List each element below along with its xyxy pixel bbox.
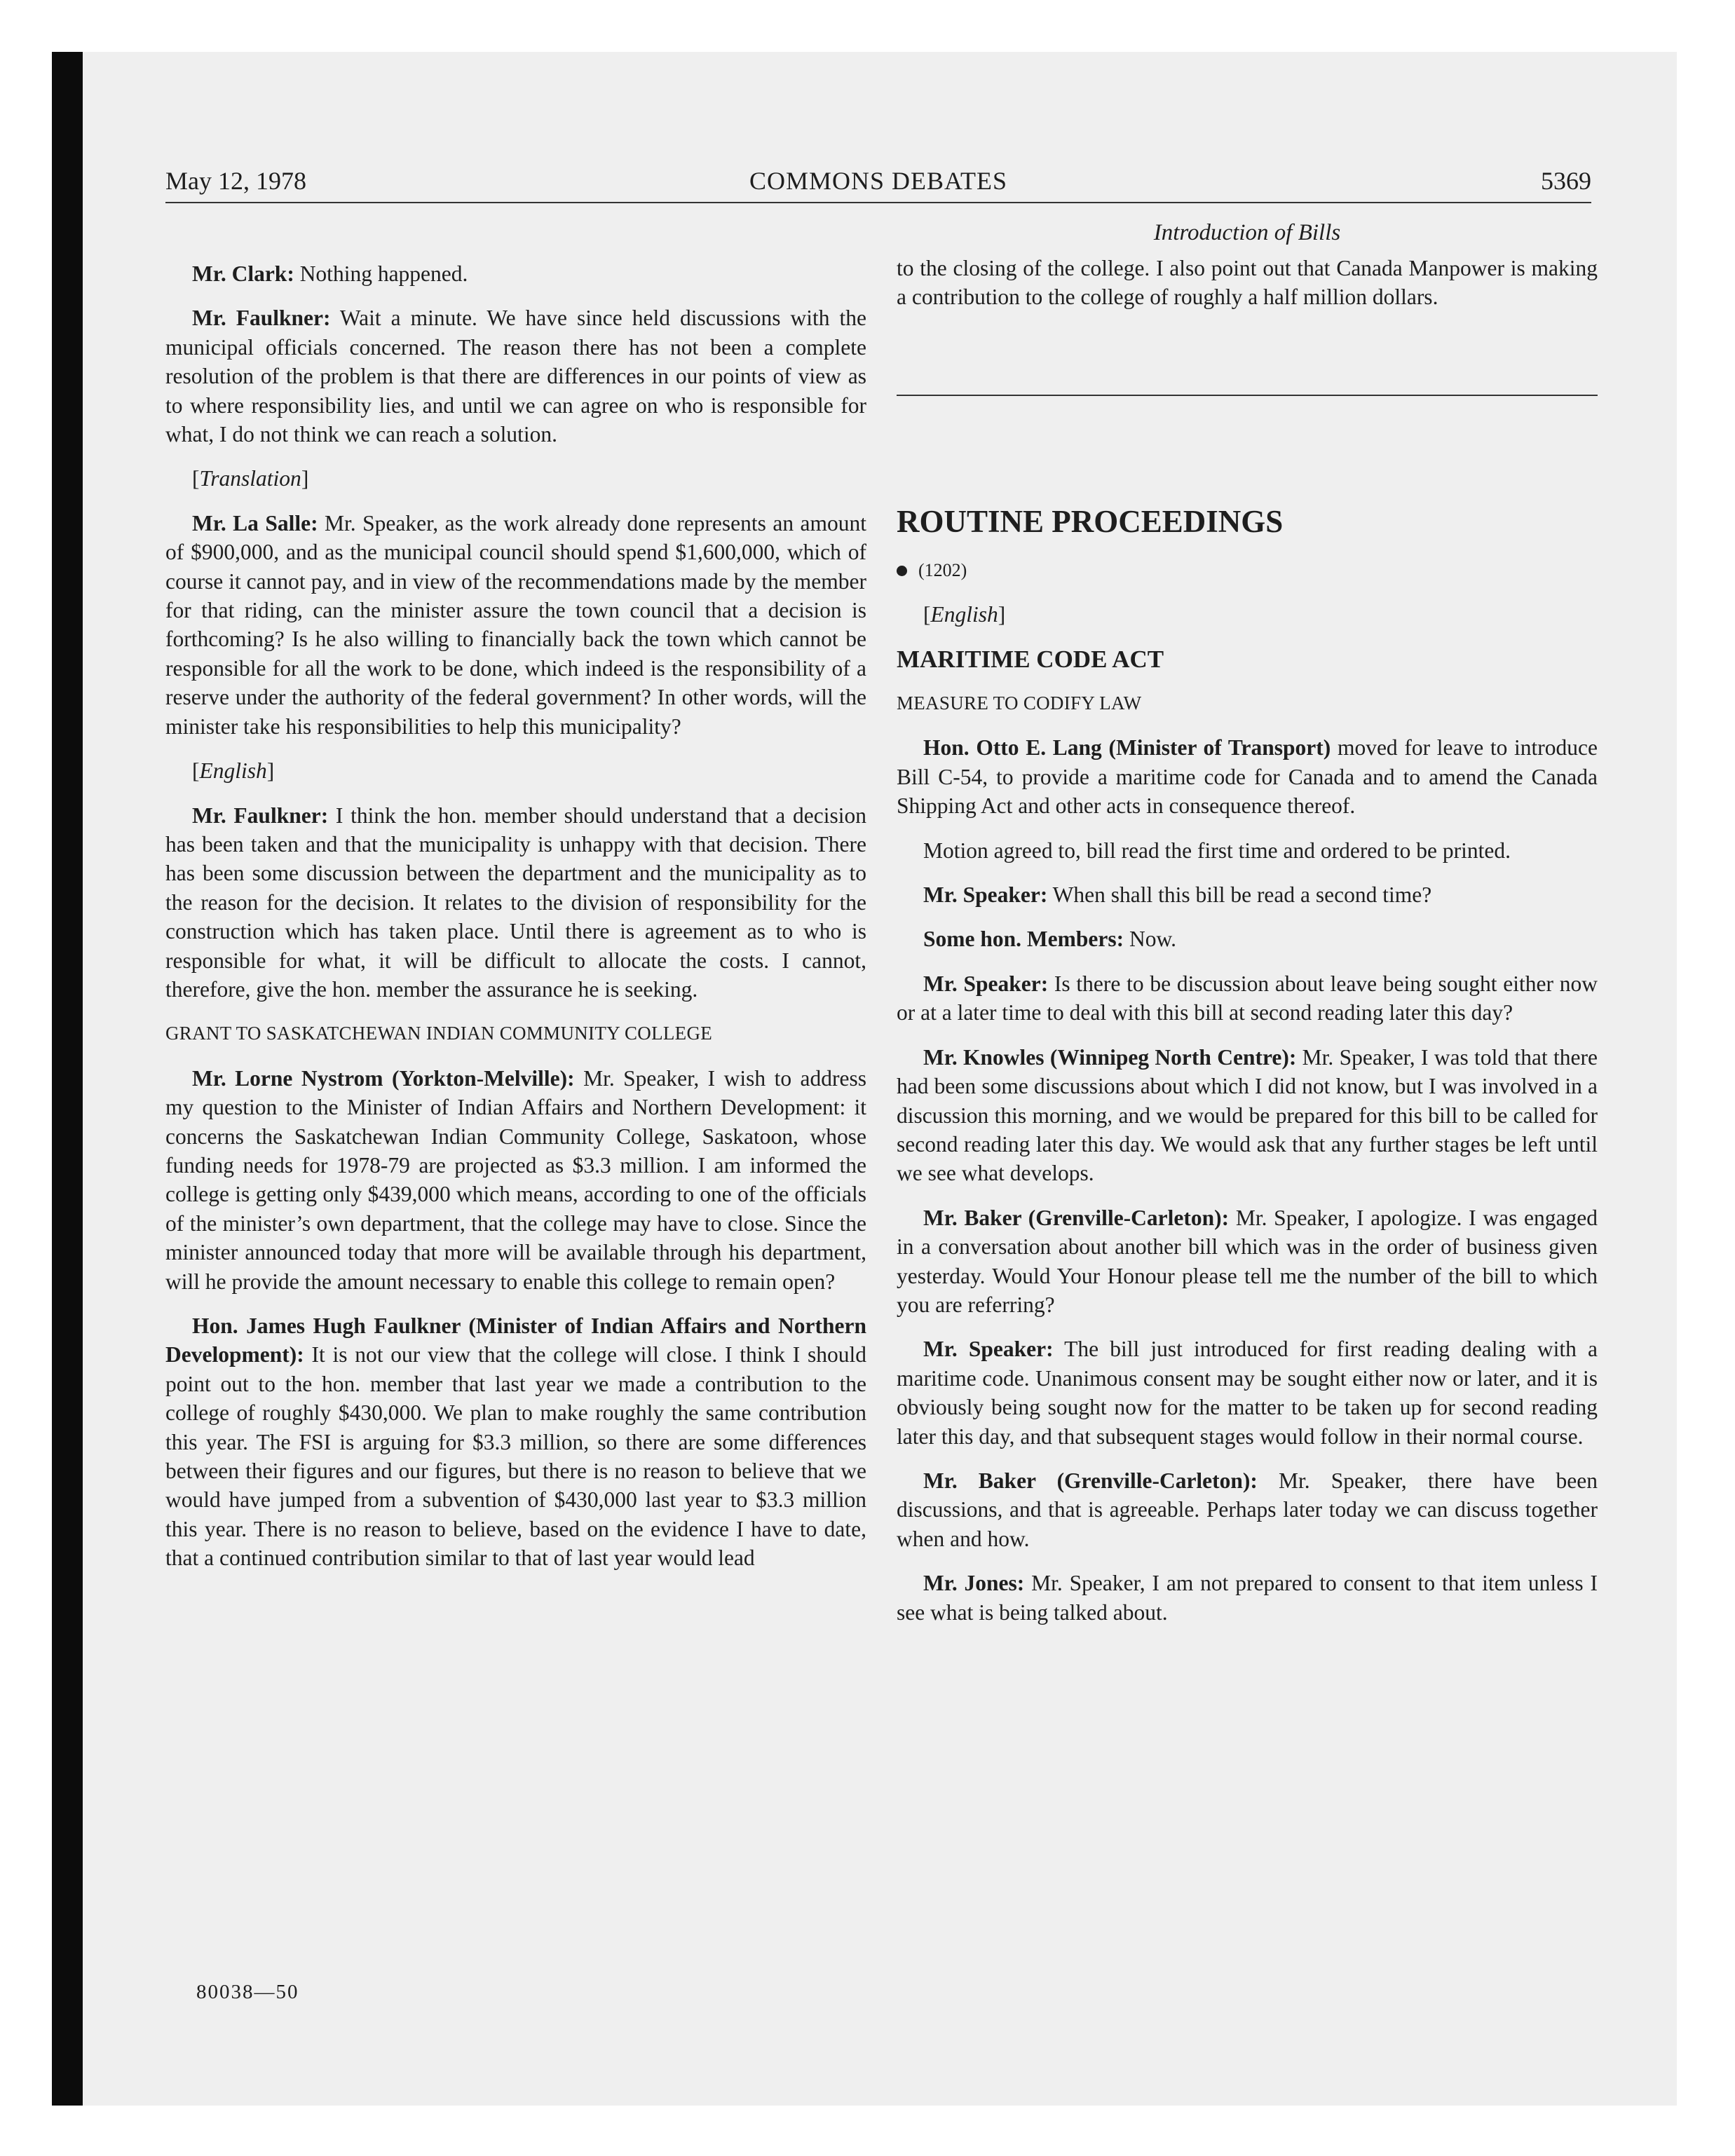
speaker-name: Mr. Knowles (Winnipeg North Centre): [923,1044,1297,1070]
speaker-name: Some hon. Members: [923,927,1124,952]
speech-paragraph [897,1043,1598,1188]
speaker-name: Mr. Speaker: [923,971,1049,996]
speech-paragraph [165,509,866,741]
language-label: [Translation] [192,466,309,491]
speech-paragraph [897,880,1598,909]
speech-text: It is not our view that the college will close. I think I should point out to the hon. member that last year we made a contribution to the college of roughly $430,000. We plan to make roughly the same contribution this year. The FSI is arguing for $3.3 million, so there are some differences between their figures and our figures, but there is no reason to believe that we would have jumped from a subvention of $430,000 last year to $3.3 million this year. There is no reason to believe, based on the evidence I have to date, that a continued contribution similar to that of last year would lead [165,1342,866,1571]
speech-text: Mr. Speaker, I apologize. I was engaged in a conversation about another bill which was in the order of business given yesterday. Would Your Honour please tell me the number of the bill to which you are referring? [897,1205,1598,1317]
speech-paragraph [897,1335,1598,1451]
speaker-name: Mr. Speaker: [923,1337,1054,1362]
speaker-name: Mr. La Salle: [192,510,318,535]
speaker-name: Mr. Faulkner: [192,803,329,828]
speech-paragraph [897,1466,1598,1553]
speech-paragraph [897,969,1598,1028]
speech-paragraph [897,733,1598,820]
time-mark [897,556,1598,585]
speech-text: Wait a minute. We have since held discussions with the municipal officials concerned. The reason there has not been a complete resolution of the problem is that there are differences in our points of view as to where responsibility lies, and until we can agree on who is responsible for what, I do not think we can reach a solution. [165,306,866,447]
speaker-name: Hon. James Hugh Faulkner (Minister of Indian Affairs and Northern Development): [165,1314,866,1367]
section-subheading: GRANT TO SASKATCHEWAN INDIAN COMMUNITY COLLEGE [165,1023,713,1044]
language-label: [English] [923,602,1006,627]
speaker-name: Mr. Faulkner: [192,306,331,331]
speaker-name: Hon. Otto E. Lang (Minister of Transport) [923,735,1331,760]
speech-text: I think the hon. member should understand that a decision has been taken and that the municipality is unhappy with that decision. There has been some discussion between the department and the municipality as to the reason for the decision. It relates to the division of responsibility for the construction which has taken place. Until there is agreement as to who is responsible for what, it will be difficult to allocate the costs. I cannot, therefore, give the hon. member the assurance he is seeking. [165,803,866,1002]
speaker-name: Mr. Jones: [923,1571,1025,1596]
speech-paragraph [165,1311,866,1573]
speaker-name: Mr. Baker (Grenville-Carleton): [923,1205,1230,1230]
speech-text: Now. [1124,927,1177,952]
speech-paragraph [897,1569,1598,1627]
english-label: English [930,602,998,627]
speech-text: Mr. Speaker, there have been discussions, and that is agreeable. Perhaps later today we can discuss together when and how. [897,1468,1598,1551]
speech-text: Mr. Speaker, I wish to address my question to the Minister of Indian Affairs and Northern Development: it concerns the Saskatchewan Indian Community College, Saskatoon, whose funding needs for 1978-79 are projected as $3.3 million. I am informed the college is getting only $439,000 which means, according to one of the officials of the minister’s own department, that the college may have to close. Since the minister announced today that more will be available through his department, will he provide the amount necessary to enable this college to remain open? [165,1065,867,1294]
time-mark-text: (1202) [918,559,967,580]
page-content [165,0,1598,2103]
speech-paragraph: Motion agreed to, bill read the first time and ordered to be printed. [923,838,1511,863]
speaker-name: Mr. Lorne Nystrom (Yorkton-Melville): [192,1065,575,1091]
speaker-name: Mr. Clark: [192,261,294,286]
page-header [165,165,1591,198]
continuation-paragraph: to the closing of the college. I also point out that Canada Manpower is making a contribution to the college of roughly a half million dollars. [897,256,1598,310]
speech-text: moved for leave to introduce Bill C-54, to provide a maritime code for Canada and to amend the Canada Shipping Act and other acts in consequence thereof. [897,735,1598,819]
english-label: English [199,758,267,784]
speech-text: Mr. Speaker, I was told that there had been some discussions about which I did not know, but I was involved in a discussion this morning, and we would be prepared for this bill to be called for second reading later this day. We would ask that any further stages be left until we see what develops. [897,1044,1598,1186]
page-number: 5369 [1541,167,1591,195]
speech-text: Mr. Speaker, as the work already done represents an amount of $900,000, and as the municipal council should spend $1,600,000, which of course it cannot pay, and in view of the recommendations made by the member for that riding, can the minister assure the town council that a decision is forthcoming? Is he also willing to financially back the town which cannot be responsible for all the work to be done, which indeed is the responsibility of a reserve under the authority of the federal government? In other words, will the minister take his responsibilities to help this municipality? [165,510,866,739]
speech-text: The bill just introduced for first reading dealing with a maritime code. Unanimous consent may be sought either now or later, and it is obviously being sought now for the matter to be taken up for second reading later this day, and that subsequent stages would follow in their normal course. [897,1337,1598,1449]
speaker-name: Mr. Speaker: [923,882,1048,908]
speech-paragraph [165,1064,866,1296]
publication-title: COMMONS DEBATES [749,167,1008,195]
speech-text: Mr. Speaker, I am not prepared to consent to that item unless I see what is being talked about. [897,1571,1598,1625]
section-title: ROUTINE PROCEEDINGS [897,503,1284,539]
section-divider [897,395,1598,396]
header-rule [165,202,1591,203]
act-subtitle: MEASURE TO CODIFY LAW [897,692,1142,714]
speech-paragraph [897,925,1598,953]
speaker-name: Mr. Baker (Grenville-Carleton): [923,1468,1258,1493]
speech-paragraph [897,1203,1598,1320]
bullet-icon [897,566,907,576]
translation-label: Translation [199,466,301,491]
act-title: MARITIME CODE ACT [897,645,1164,673]
speech-paragraph [165,801,866,1004]
header-date: May 12, 1978 [165,167,306,195]
language-label: [English] [192,758,275,784]
binding-edge [52,52,83,2106]
speech-text: Nothing happened. [294,261,468,286]
speech-text: Is there to be discussion about leave being sought either now or at a later time to deal with this bill at second reading later this day? [897,971,1598,1025]
footer-code: 80038—50 [196,1981,299,2003]
left-column [165,259,866,1588]
right-column [897,254,1598,1642]
speech-text: When shall this bill be read a second time? [1047,882,1432,908]
running-head: Introduction of Bills [1153,220,1341,245]
speech-paragraph [165,303,866,449]
speech-paragraph [165,259,866,288]
